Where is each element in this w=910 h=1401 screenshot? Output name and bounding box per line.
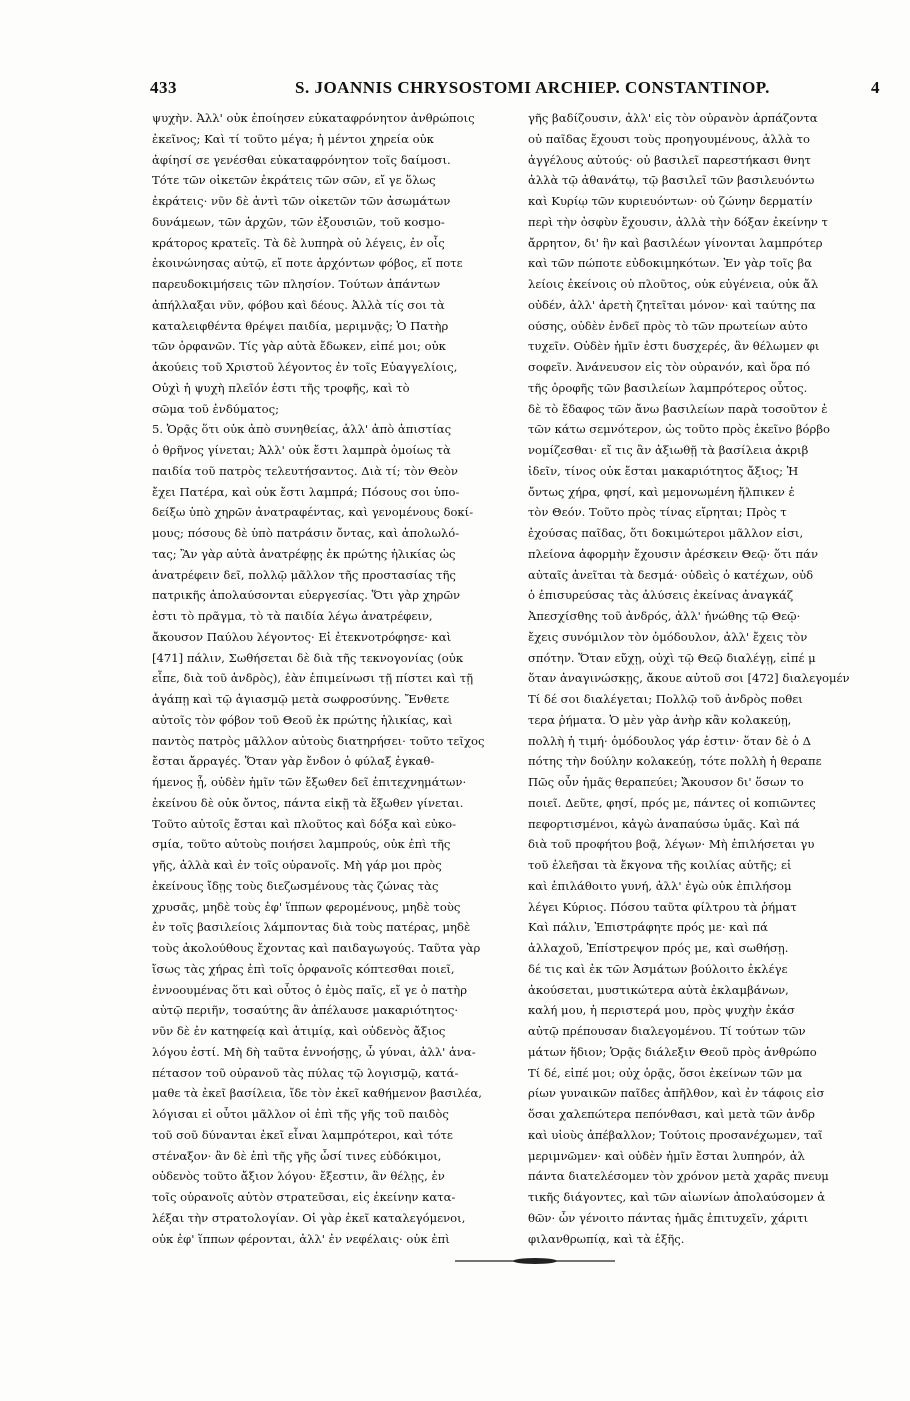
text-line: Πῶς οὖν ἡμᾶς θεραπεύει; Ἄκουσον δι' ὅσων το — [528, 775, 804, 789]
text-line: παντὸς πατρὸς μᾶλλον αὐτοὺς διατηρήσει· τοῦτο τεῖχος — [152, 733, 485, 748]
text-line: ἀφίησί σε γενέσθαι εὐκαταφρόνητον τοῖς δαίμοσι. — [152, 152, 451, 167]
text-line: πατρικῆς ἀπολαύσονται εὐεργεσίας. Ὅτι γὰρ χηρῶν — [152, 588, 460, 603]
text-line: αὐτοῖς τὸν φόβον τοῦ Θεοῦ ἐκ πρώτης ἡλικίας, καὶ — [152, 712, 453, 727]
text-line: [471] πάλιν, Σωθήσεται δὲ διὰ τῆς τεκνογονίας (οὐκ — [152, 650, 464, 665]
text-line: ἀπήλλαξαι νῦν, φόβου καὶ δέους. Ἀλλὰ τίς σοι τὰ — [152, 297, 445, 312]
text-line: καὶ ἐπιλάθοιτο γυνή, ἀλλ' ἐγὼ οὐκ ἐπιλήσομ — [528, 878, 792, 893]
text-line: τοῦ ἐλεῆσαι τὰ ἔκγονα τῆς κοιλίας αὐτῆς; εἰ — [528, 858, 792, 872]
text-line: ὁ θρῆνος γίνεται; Ἀλλ' οὐκ ἔστι λαμπρὰ ὁμοίως τὰ — [152, 443, 451, 457]
text-line: ποιεῖ. Δεῦτε, φησί, πρός με, πάντες οἱ κοπιῶντες — [528, 795, 816, 810]
text-line: δέ τις καὶ ἐκ τῶν Ἀσμάτων βούλοιτο ἐκλέγε — [528, 961, 788, 976]
text-line: ἔχει Πατέρα, καὶ οὐκ ἔστι λαμπρά; Πόσους σοι ὑπο- — [152, 484, 460, 499]
text-line: λόγου ἐστί. Μὴ δὴ ταῦτα ἐννοήσῃς, ὦ γύναι, ἀλλ' ἀνα- — [152, 1044, 476, 1059]
text-line: Τί δέ σοι διαλέγεται; Πολλῷ τοῦ ἀνδρὸς ποθει — [528, 692, 803, 706]
text-line: πάντα διατελέσομεν τὸν χρόνον μετὰ χαρᾶς πνευμ — [528, 1169, 829, 1184]
text-line: καταλειφθέντα θρέψει παιδία, μεριμνᾷς; Ὁ Πατὴρ — [152, 318, 449, 333]
text-line: σμία, τοῦτο αὐτοὺς ποιήσει λαμπρούς, οὐκ ἐπὶ τῆς — [152, 837, 451, 852]
text-line: ὅταν ἀναγινώσκῃς, ἄκουε αὐτοῦ σοι [472] διαλεγομέν — [528, 671, 850, 686]
text-line: γῆς, ἀλλὰ καὶ ἐν τοῖς οὐρανοῖς. Μὴ γάρ μοι πρὸς — [152, 858, 442, 872]
text-line: τῶν κάτω σεμνότερον, ὡς τοῦτο πρὸς ἐκεῖνο βόρβο — [528, 422, 831, 437]
text-line: μεριμνῶμεν· καὶ οὐδὲν ἡμῖν ἔσται λυπηρόν, ἀλ — [528, 1148, 805, 1163]
text-line: γῆς βαδίζουσιν, ἀλλ' εἰς τὸν οὐρανὸν ἁρπάζοντα — [528, 111, 818, 125]
text-line: οὐδενὸς τοῦτο ἄξιον λόγου· ἔξεστιν, ἂν θέλῃς, ἐν — [152, 1169, 445, 1184]
text-line: αὐταῖς ἀνεῖται τὰ δεσμά· οὐδεὶς ὁ κατέχων, οὐδ — [528, 567, 814, 582]
text-line: σῶμα τοῦ ἐνδύματος; — [152, 401, 279, 416]
text-line: τερα ῥήματα. Ὁ μὲν γὰρ ἀνὴρ κἂν κολακεύῃ, — [528, 712, 792, 727]
text-line: ἀλλαχοῦ, Ἐπίστρεψον πρός με, καὶ σωθήσῃ. — [528, 941, 789, 955]
text-line: ἐκράτεις· νῦν δὲ ἀντὶ τῶν οἰκετῶν τῶν ἀσωμάτων — [152, 194, 451, 208]
text-line: ἀκούσεται, μυστικώτερα αὐτὰ ἐκλαμβάνων, — [528, 982, 789, 997]
text-line: ὄντως χήρα, φησί, καὶ μεμονωμένη ἤλπικεν ἐ — [528, 484, 795, 499]
text-line: δείξω ὑπὸ χηρῶν ἀνατραφέντας, καὶ γενομένους δοκί- — [152, 505, 474, 520]
text-line: ψυχὴν. Ἀλλ' οὐκ ἐποίησεν εὐκαταφρόνητον ἀνθρώποις — [152, 111, 475, 125]
column-number: 4 — [871, 78, 880, 97]
text-line: ἰδεῖν, τίνος οὐκ ἔσται μακαριότητος ἄξιος; Ἡ — [528, 463, 799, 478]
text-line: οὐκ ἐφ' ἵππων φέρονται, ἀλλ' ἐν νεφέλαις· οὐκ ἐπὶ — [152, 1231, 450, 1246]
text-line: οὐ παῖδας ἔχουσι τοὺς προηγουμένους, ἀλλὰ το — [528, 131, 810, 146]
text-line: δὲ τὸ ἔδαφος τῶν ἄνω βασιλείων παρὰ τοσοῦτον ἐ — [528, 401, 828, 416]
text-line: ὅσαι χαλεπώτερα πεπόνθασι, καὶ μετὰ τῶν ἀνδρ — [528, 1107, 815, 1121]
text-line: ἄκουσον Παύλου λέγοντος· Εἰ ἐτεκνοτρόφησε· καὶ — [152, 629, 452, 644]
text-line: λόγισαι εἰ οὗτοι μᾶλλον οἱ ἐπὶ τῆς γῆς τοῦ παιδὸς — [152, 1107, 449, 1121]
text-line: Τοῦτο αὐτοῖς ἔσται καὶ πλοῦτος καὶ δόξα καὶ εὐκο- — [152, 816, 456, 831]
text-line: τοῖς οὐρανοῖς αὐτὸν στρατεῦσαι, εἰς ἐκείνην κατα- — [152, 1190, 456, 1204]
left-text-column — [152, 108, 514, 1249]
text-line: τικῆς διάγοντες, καὶ τῶν αἰωνίων ἀπολαύσομεν ἀ — [528, 1190, 826, 1204]
text-line: ἀνατρέφειν δεῖ, πολλῷ μᾶλλον τῆς προστασίας τῆς — [152, 567, 456, 582]
text-line: ἀλλὰ τῷ ἀθανάτῳ, τῷ βασιλεῖ τῶν βασιλευόντω — [528, 173, 815, 188]
text-line: τοὺς ἀκολούθους ἔχοντας καὶ παιδαγωγούς. Ταῦτα γὰρ — [152, 941, 481, 955]
text-line: λέξαι τὴν στρατολογίαν. Οἱ γὰρ ἐκεῖ καταλεγόμενοι, — [152, 1210, 466, 1225]
text-line: τῶν ὀρφανῶν. Τίς γὰρ αὐτὰ ἔδωκεν, εἰπέ μοι; οὐκ — [152, 339, 446, 354]
text-line: κράτορος κρατεῖς. Τὰ δὲ λυπηρὰ οὐ λέγεις, ἐν οἷς — [152, 235, 445, 250]
end-ornament — [455, 1257, 615, 1265]
text-line: Καὶ πάλιν, Ἐπιστράφητε πρός με· καὶ πά — [528, 920, 768, 935]
text-line: σοφεῖν. Ἀνάνευσον εἰς τὸν οὐρανόν, καὶ ὅρα πό — [528, 360, 811, 374]
text-line: ἐκεῖνος; Καὶ τί τοῦτο μέγα; ἡ μέντοι χηρεία οὐκ — [152, 131, 434, 146]
text-line: τὸν Θεόν. Τοῦτο πρὸς τίνας εἴρηται; Πρὸς τ — [528, 505, 787, 520]
text-line: τας; Ἂν γὰρ αὐτὰ ἀνατρέφῃς ἐκ πρώτης ἡλικίας ὡς — [152, 546, 456, 561]
text-line: τυχεῖν. Οὐδὲν ἡμῖν ἐστι δυσχερές, ἂν θέλωμεν φι — [528, 339, 820, 354]
text-line: λέγει Κύριος. Πόσου ταῦτα φίλτρου τὰ ῥήματ — [528, 899, 797, 914]
text-line: παιδία τοῦ πατρὸς τελευτήσαντος. Διὰ τί; τὸν Θεὸν — [152, 463, 458, 478]
text-line: Οὐχὶ ἡ ψυχὴ πλεῖόν ἐστι τῆς τροφῆς, καὶ τὸ — [152, 380, 410, 395]
text-line: ἐστι τὸ πρᾶγμα, τὸ τὰ παιδία λέγω ἀνατρέφειν, — [152, 609, 433, 623]
text-line: 5. Ὁρᾷς ὅτι οὐκ ἀπὸ συνηθείας, ἀλλ' ἀπὸ ἀπιστίας — [152, 422, 452, 437]
text-line: μάτων ἥδιον; Ὁρᾷς διάλεξιν Θεοῦ πρὸς ἀνθρώπο — [528, 1044, 817, 1059]
text-line: Τί δέ, εἰπέ μοι; οὐχ ὁρᾷς, ὅσοι ἐκείνων τῶν μα — [528, 1065, 803, 1080]
text-line: καὶ τῶν πώποτε εὐδοκιμηκότων. Ἐν γὰρ τοῖς βα — [528, 256, 813, 271]
text-line: ἐκείνου δὲ οὐκ ὄντος, πάντα εἰκῇ τὰ ἔξωθεν γίνεται. — [152, 795, 464, 810]
text-line: στέναξον· ἂν δὲ ἐπὶ τῆς γῆς ὦσί τινες εὐδόκιμοι, — [152, 1148, 442, 1163]
text-line: ρίων γυναικῶν παῖδες ἀπῆλθον, καὶ ἐν τάφοις εἰσ — [528, 1086, 825, 1101]
text-line: ἐκοινώνησας αὐτῷ, εἴ ποτε ἀρχόντων φόβος, εἴ ποτε — [152, 256, 463, 271]
text-line: ἐχούσας παῖδας, ὅτι δοκιμώτεροι μᾶλλον εἰσι, — [528, 526, 804, 540]
text-line: πεφορτισμένοι, κἀγὼ ἀναπαύσω ὑμᾶς. Καὶ πά — [528, 816, 800, 831]
text-line: ἄρρητον, δι' ἣν καὶ βασιλέων γίνονται λαμπρότερ — [528, 235, 823, 250]
text-line: ούσης, οὐδὲν ἐνδεῖ πρὸς τὸ τῶν πρωτείων αὐτο — [528, 318, 808, 333]
text-line: Ἀπεσχίσθης τοῦ ἀνδρός, ἀλλ' ἡνώθης τῷ Θεῷ· — [528, 609, 801, 623]
text-line: διὰ τοῦ προφήτου βοᾷ, λέγων· Μὴ ἐπιλήσεται γυ — [528, 837, 815, 852]
text-line: τῆς ὀροφῆς τῶν βασιλείων λαμπρότερος οὗτος. — [528, 380, 808, 395]
text-line: εἶπε, διὰ τοῦ ἀνδρὸς), ἐὰν ἐπιμείνωσι τῇ πίστει καὶ τῇ — [152, 671, 474, 686]
text-line: φιλανθρωπίᾳ, καὶ τὰ ἑξῆς. — [528, 1231, 685, 1246]
text-line: νῦν δὲ ἐν κατηφείᾳ καὶ ἀτιμίᾳ, καὶ οὐδενὸς ἄξιος — [152, 1024, 446, 1038]
text-line: νομίζεσθαι· εἴ τις ἂν ἀξιωθῇ τὰ βασίλεια ἀκριβ — [528, 443, 809, 457]
text-line: ἐκείνους ἴδῃς τοὺς διεζωσμένους τὰς ζώνας τὰς — [152, 878, 439, 893]
text-line: οὐδέν, ἀλλ' ἀρετὴ ζητεῖται μόνον· καὶ ταύτης πα — [528, 297, 816, 312]
text-line: ἔχεις συνόμιλον τὸν ὁμόδουλον, ἀλλ' ἔχεις τὸν — [528, 629, 808, 644]
text-line: ἀκούεις τοῦ Χριστοῦ λέγοντος ἐν τοῖς Εὐαγγελίοις, — [152, 360, 458, 374]
text-line: καὶ υἱοὺς ἀπέβαλλον; Τούτοις προσανέχωμεν, ταῖ — [528, 1127, 823, 1142]
text-line: χρυσᾶς, μηδὲ τοὺς ἐφ' ἵππων φερομένους, μηδὲ τοὺς — [152, 899, 461, 914]
text-line: σπότην. Ὅταν εὔχῃ, οὐχὶ τῷ Θεῷ διαλέγῃ, εἰπέ μ — [528, 650, 816, 665]
right-text-column — [528, 108, 910, 1249]
text-line: πολλὴ ἡ τιμή· ὁμόδουλος γάρ ἐστιν· ὅταν δὲ ὁ Δ — [528, 733, 812, 748]
text-line: ἔσται ἄρραγές. Ὅταν γὰρ ἔνδον ὁ φύλαξ ἐγκαθ- — [152, 754, 435, 769]
text-line: πλείονα ἀφορμὴν ἔχουσιν ἀρέσκειν Θεῷ· ὅτι πάν — [528, 546, 819, 561]
text-line: αὐτῷ πρέπουσαν διαλεγομένου. Τί τούτων τῶν — [528, 1024, 806, 1038]
page-header — [150, 78, 890, 104]
text-line: καὶ Κυρίῳ τῶν κυριευόντων· οὐ ζώνην δερματίν — [528, 194, 813, 208]
text-line: καλή μου, ἡ περιστερά μου, πρὸς ψυχὴν ἐκάσ — [528, 1003, 795, 1018]
text-line: θῶν· ὧν γένοιτο πάντας ἡμᾶς ἐπιτυχεῖν, χάριτι — [528, 1210, 809, 1225]
text-line: ἀγάπῃ καὶ τῷ ἁγιασμῷ μετὰ σωφροσύνης. Ἔνθετε — [152, 692, 450, 706]
page-number: 433 — [150, 78, 177, 97]
text-line: τοῦ σοῦ δύνανται ἐκεῖ εἶναι λαμπρότεροι, καὶ τότε — [152, 1127, 453, 1142]
text-line: πότης τὴν δούλην κολακεύῃ, τότε πολλὴ ἡ θεραπε — [528, 754, 822, 769]
text-line: Τότε τῶν οἰκετῶν ἐκράτεις τῶν σῶν, εἴ γε ὅλως — [152, 173, 436, 188]
text-line: ἀγγέλους αὐτούς· οὐ βασιλεῖ παρεστήκασι θνητ — [528, 152, 811, 167]
text-line: μαθε τὰ ἐκεῖ βασίλεια, ἴδε τὸν ἐκεῖ καθήμενον βασιλέα, — [152, 1086, 482, 1101]
text-line: παρευδοκιμήσεις τῶν πλησίον. Τούτων ἁπάντων — [152, 277, 441, 291]
text-line: ἐν τοῖς βασιλείοις λάμποντας διὰ τοὺς πατέρας, μηδὲ — [152, 920, 471, 935]
text-line: περὶ τὴν ὀσφὺν ἔχουσιν, ἀλλὰ τὴν δόξαν ἐκείνην τ — [528, 214, 828, 229]
text-line: ἐννοουμένας ὅτι καὶ οὗτος ὁ ἐμὸς παῖς, εἴ γε ὁ πατὴρ — [152, 982, 468, 997]
text-line: ἴσως τὰς χήρας ἐπὶ τοῖς ὀρφανοῖς κόπτεσθαι ποιεῖ, — [152, 961, 455, 976]
running-title: S. JOANNIS CHRYSOSTOMI ARCHIEP. CONSTANTINOP. — [295, 78, 770, 97]
text-line: πέτασον τοῦ οὐρανοῦ τὰς πύλας τῷ λογισμῷ, κατά- — [152, 1065, 459, 1080]
text-line: ὁ ἐπισυρεύσας τὰς ἀλύσεις ἐκείνας ἀναγκάζ — [528, 588, 794, 603]
text-line: λείοις ἐκείνοις οὐ πλοῦτος, οὐκ εὐγένεια, οὐκ ἄλ — [528, 277, 819, 291]
text-line: αὐτῷ περιῆν, τοσαύτης ἂν ἀπέλαυσε μακαριότητος· — [152, 1003, 459, 1018]
text-line: μους; πόσους δὲ ὑπὸ πατράσιν ὄντας, καὶ ἀπολωλό- — [152, 526, 460, 540]
text-line: δυνάμεων, τῶν ἀρχῶν, τῶν ἐξουσιῶν, τοῦ κοσμο- — [152, 214, 445, 229]
text-line: ήμενος ᾖ, οὐδὲν ἡμῖν τῶν ἔξωθεν δεῖ ἐπιτεχνημάτων· — [152, 775, 467, 789]
